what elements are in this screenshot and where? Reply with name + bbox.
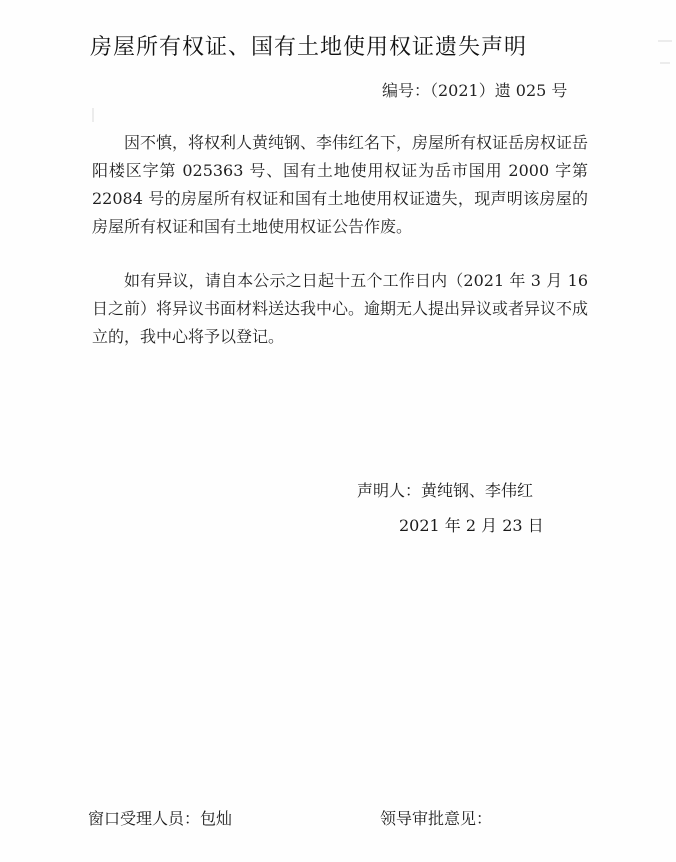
scan-artifact (92, 108, 94, 122)
leader-approval-label: 领导审批意见： (380, 809, 493, 828)
body-paragraph-loss-notice: 因不慎，将权利人黄纯钢、李伟红名下，房屋所有权证岳房权证岳阳楼区字第 025363 号、国有土地使用权证为岳市国用 2000 字第 22084 号的房屋所有权证和国有土地使用权证遗失，现声明该房屋的房屋所有权证和国有土地使用权证公告作废。 (92, 133, 589, 236)
window-receiver: 窗口受理人员：包灿 (88, 809, 233, 828)
scan-artifact (660, 62, 670, 64)
declarant-signature: 声明人：黄纯钢、李伟红 (357, 481, 534, 500)
scan-artifact (658, 40, 672, 42)
body-paragraph-objection-notice: 如有异议，请自本公示之日起十五个工作日内（2021 年 3 月 16 日之前）将异议书面材料送达我中心。逾期无人提出异议或者异议不成立的，我中心将予以登记。 (92, 271, 589, 346)
document-title: 房屋所有权证、国有土地使用权证遗失声明 (90, 35, 528, 60)
document-number: 编号：（2021）遗 025 号 (382, 81, 568, 100)
declaration-date: 2021 年 2 月 23 日 (399, 516, 544, 535)
